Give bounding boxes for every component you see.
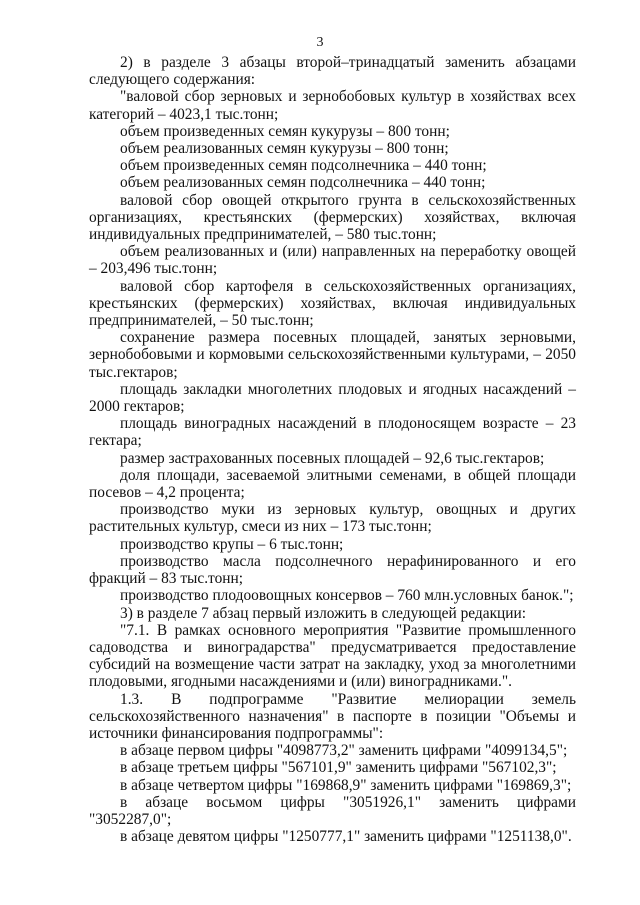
paragraph-amendment-eighth: в абзаце восьмом цифры "3051926,1" заменить цифрами "3052287,0"; <box>89 793 576 828</box>
paragraph-orchard-planting: площадь закладки многолетних плодовых и ягодных насаждений – 2000 гектаров; <box>89 380 576 416</box>
paragraph-sown-area: сохранение размера посевных площадей, занятых зерновыми, зернобобовыми и кормовыми сельскохозяйственными культурами, – 2050 тыс.гектаров; <box>89 329 576 381</box>
paragraph-corn-seeds-sold: объем реализованных семян кукурузы – 800 тонн; <box>120 140 449 158</box>
paragraph-vegetable-harvest: валовой сбор овощей открытого грунта в сельскохозяйственных организациях, крестьянских (фермерских) хозяйствах, включая индивидуальных предпринимателей, – 580 тыс.тонн; <box>89 191 576 244</box>
paragraph-flour-production: производство муки из зерновых культур, овощных и других растительных культур, смеси из них – 173 тыс.тонн; <box>89 501 576 536</box>
paragraph-sunflower-oil-production: производство масла подсолнечного нерафинированного и его фракций – 83 тыс.тонн; <box>89 552 576 588</box>
document-body <box>89 54 576 845</box>
paragraph-sunflower-seeds-produced: объем произведенных семян подсолнечника – 440 тонн; <box>120 157 487 175</box>
paragraph-section7-intro: 3) в разделе 7 абзац первый изложить в следующей редакции: <box>120 604 527 622</box>
paragraph-potato-harvest: валовой сбор картофеля в сельскохозяйственных организациях, крестьянских (фермерских) хозяйствах, включая индивидуальных предпринимателей, – 50 тыс.тонн; <box>89 277 576 330</box>
paragraph-item-7-1: "7.1. В рамках основного мероприятия "Развитие промышленного садоводства и виноградарства" предусматривается предоставление субсидий на возмещение части затрат на закладку, уход за многолетними плодовыми, ягодными насаждениями и (или) виноградниками.". <box>89 621 576 691</box>
paragraph-insured-area: размер застрахованных посевных площадей – 92,6 тыс.гектаров; <box>120 449 545 467</box>
paragraph-section3-intro: 2) в разделе 3 абзацы второй–тринадцатый заменить абзацами следующего содержания: <box>89 54 576 89</box>
paragraph-elite-seeds-share: доля площади, засеваемой элитными семенами, в общей площади посевов – 4,2 процента; <box>89 466 576 502</box>
paragraph-item-1-3: 1.3. В подпрограмме "Развитие мелиорации земель сельскохозяйственного назначения" в паспорте в позиции "Объемы и источники финансирования подпрограммы": <box>89 690 576 742</box>
paragraph-amendment-fourth: в абзаце четвертом цифры "169868,9" заменить цифрами "169869,3"; <box>120 776 572 794</box>
paragraph-cereal-production: производство крупы – 6 тыс.тонн; <box>120 535 344 553</box>
paragraph-corn-seeds-produced: объем произведенных семян кукурузы – 800 тонн; <box>120 122 450 140</box>
paragraph-vegetables-processed: объем реализованных и (или) направленных на переработку овощей – 203,496 тыс.тонн; <box>89 243 576 278</box>
page-number: 3 <box>316 35 324 50</box>
paragraph-amendment-third: в абзаце третьем цифры "567101,9" заменить цифрами "567102,3"; <box>120 759 557 777</box>
paragraph-amendment-first: в абзаце первом цифры "4098773,2" заменить цифрами "4099134,5"; <box>120 742 568 760</box>
paragraph-sunflower-seeds-sold: объем реализованных семян подсолнечника – 440 тонн; <box>120 174 486 192</box>
paragraph-canned-goods-production: производство плодоовощных консервов – 760 млн.условных банок."; <box>120 587 574 605</box>
paragraph-vineyard-area: площадь виноградных насаждений в плодоносящем возрасте – 23 гектара; <box>89 415 576 450</box>
paragraph-grain-harvest: "валовой сбор зерновых и зернобобовых культур в хозяйствах всех категорий – 4023,1 тыс.тонн; <box>89 88 576 123</box>
paragraph-amendment-ninth: в абзаце девятом цифры "1250777,1" заменить цифрами "1251138,0". <box>120 828 572 846</box>
